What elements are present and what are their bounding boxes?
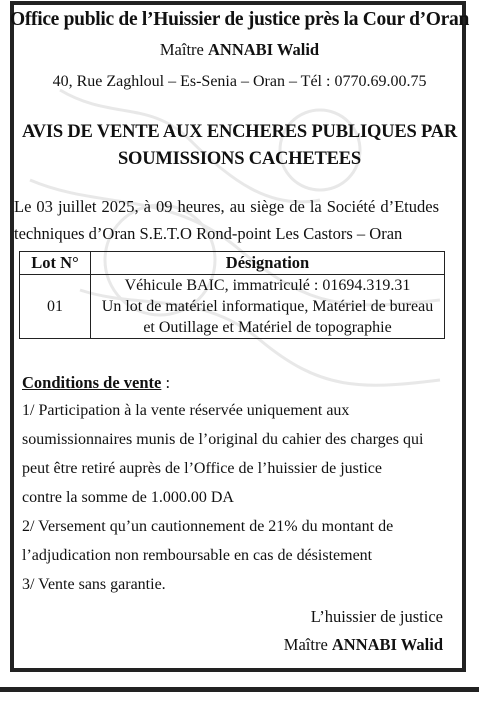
notice-title-line2: SOUMISSIONS CACHETEES bbox=[117, 149, 362, 169]
designation-line: Véhicule BAIC, immatriculé : 01694.319.31 bbox=[124, 277, 411, 294]
designation-header: Désignation bbox=[91, 252, 445, 275]
intro-line1: Le 03 juillet 2025, à 09 heures, au siège de la Société d’Etudes bbox=[14, 197, 439, 216]
condition-line: 1/ Participation à la vente réservée uniquement aux bbox=[22, 402, 350, 419]
designation-cell bbox=[91, 275, 445, 339]
lots-table-header bbox=[20, 252, 445, 275]
condition-line: soumissionnaires munis de l’original du cahier des charges qui bbox=[22, 431, 424, 448]
conditions-heading bbox=[22, 373, 170, 393]
conditions-title: Conditions de vente bbox=[22, 373, 162, 392]
sale-intro bbox=[14, 193, 439, 247]
designation-line: Un lot de matériel informatique, Matériel de bureau bbox=[101, 298, 434, 315]
condition-line: l’adjudication non remboursable en cas de désistement bbox=[22, 547, 373, 564]
bailiff-name: ANNABI Walid bbox=[208, 40, 320, 59]
signature-prefix: Maître bbox=[283, 635, 328, 654]
lots-table bbox=[19, 251, 445, 339]
lot-number-cell: 01 bbox=[20, 275, 91, 339]
notice-title-line1: AVIS DE VENTE AUX ENCHERES PUBLIQUES PAR bbox=[21, 122, 458, 142]
bailiff-name-line bbox=[0, 40, 479, 60]
office-title: Office public de l’Huissier de justice près la Cour d’Oran bbox=[9, 9, 470, 30]
condition-line: peut être retiré auprès de l’Office de l’huissier de justice bbox=[22, 460, 382, 477]
condition-line: 2/ Versement qu’un cautionnement de 21% du montant de bbox=[22, 518, 394, 535]
condition-line: 3/ Vente sans garantie. bbox=[22, 576, 166, 593]
designation-line: et Outillage et Matériel de topographie bbox=[143, 319, 392, 336]
table-row bbox=[20, 275, 445, 339]
signature-role: L’huissier de justice bbox=[310, 607, 443, 626]
lot-number-header: Lot N° bbox=[20, 252, 91, 275]
notice-title bbox=[10, 119, 469, 173]
maitre-prefix: Maître bbox=[159, 40, 204, 59]
conditions-colon: : bbox=[161, 373, 171, 392]
bottom-divider bbox=[0, 687, 479, 692]
office-address: 40, Rue Zaghloul – Es-Senia – Oran – Tél : 0770.69.00.75 bbox=[52, 73, 427, 90]
signature-name-line bbox=[284, 635, 443, 655]
signature-name: ANNABI Walid bbox=[331, 635, 443, 654]
condition-line: contre la somme de 1.000.00 DA bbox=[22, 489, 234, 506]
intro-line2: techniques d’Oran S.E.T.O Rond-point Les Castors – Oran bbox=[14, 224, 403, 243]
